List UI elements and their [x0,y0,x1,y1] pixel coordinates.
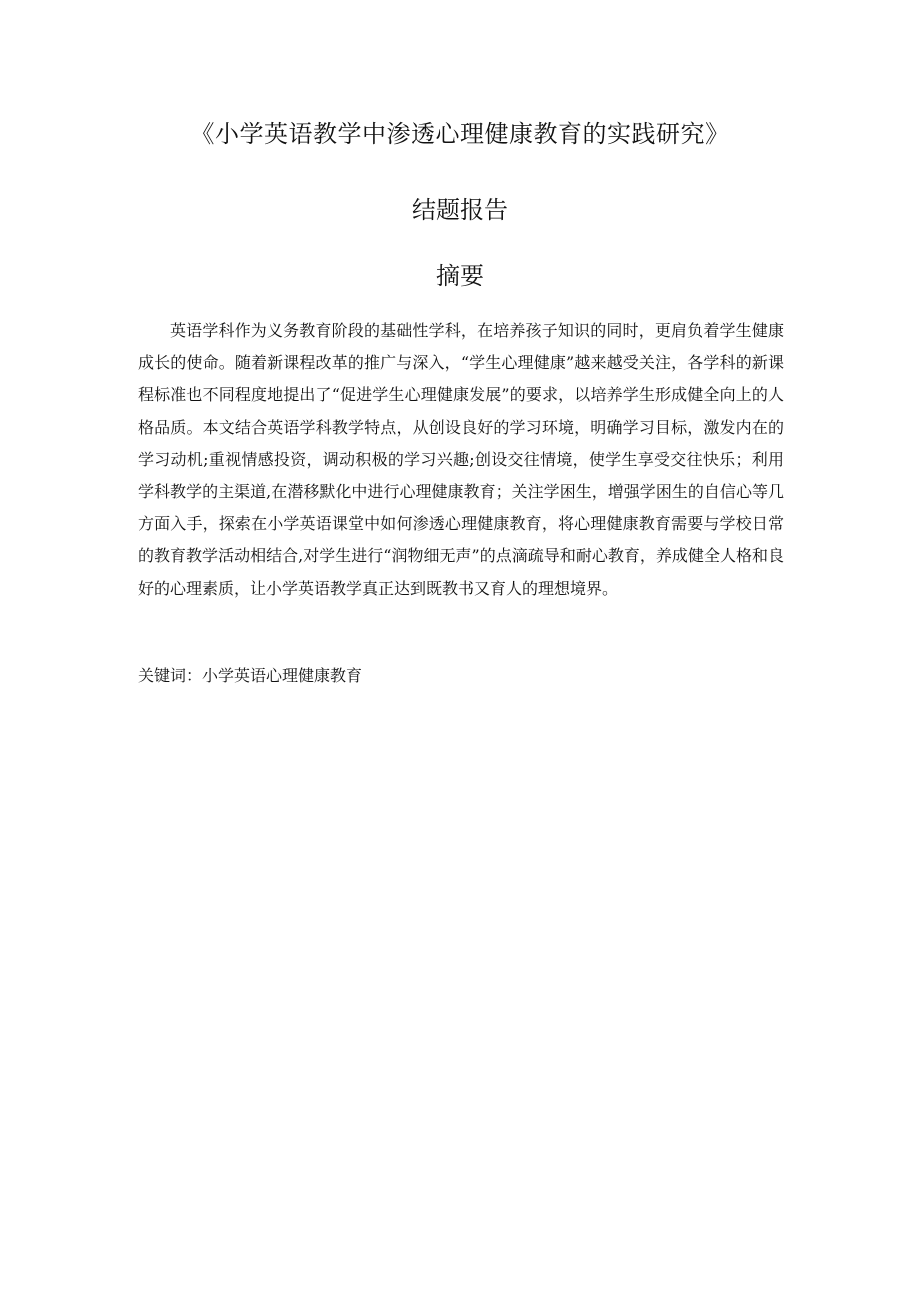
abstract-heading: 摘要 [436,262,484,290]
document-title: 《小学英语教学中渗透心理健康教育的实践研究》 [190,120,730,148]
abstract-paragraph: 英语学科作为义务教育阶段的基础性学科，在培养孩子知识的同时，更肩负着学生健康成长的使命。随着新课程改革的推广与深入，“学生心理健康”越来越受关注，各学科的新课程标准也不同程度地提出了“促进学生心理健康发展”的要求，以培养学生形成健全向上的人格品质。本文结合英语学科教学特点，从创设良好的学习环境，明确学习目标，激发内在的学习动机;重视情感投资，调动积极的学习兴趣;创设交往情境，使学生享受交往快乐；利用学科教学的主渠道,在潜移默化中进行心理健康教育；关注学困生，增强学困生的自信心等几方面入手，探索在小学英语课堂中如何渗透心理健康教育，将心理健康教育需要与学校日常的教育教学活动相结合,对学生进行“润物细无声”的点滴疏导和耐心教育，养成健全人格和良好的心理素质，让小学英语教学真正达到既教书又育人的理想境界。 [138,321,784,598]
keywords-line: 关键词：小学英语心理健康教育 [138,666,363,685]
report-subtitle: 结题报告 [412,196,508,224]
